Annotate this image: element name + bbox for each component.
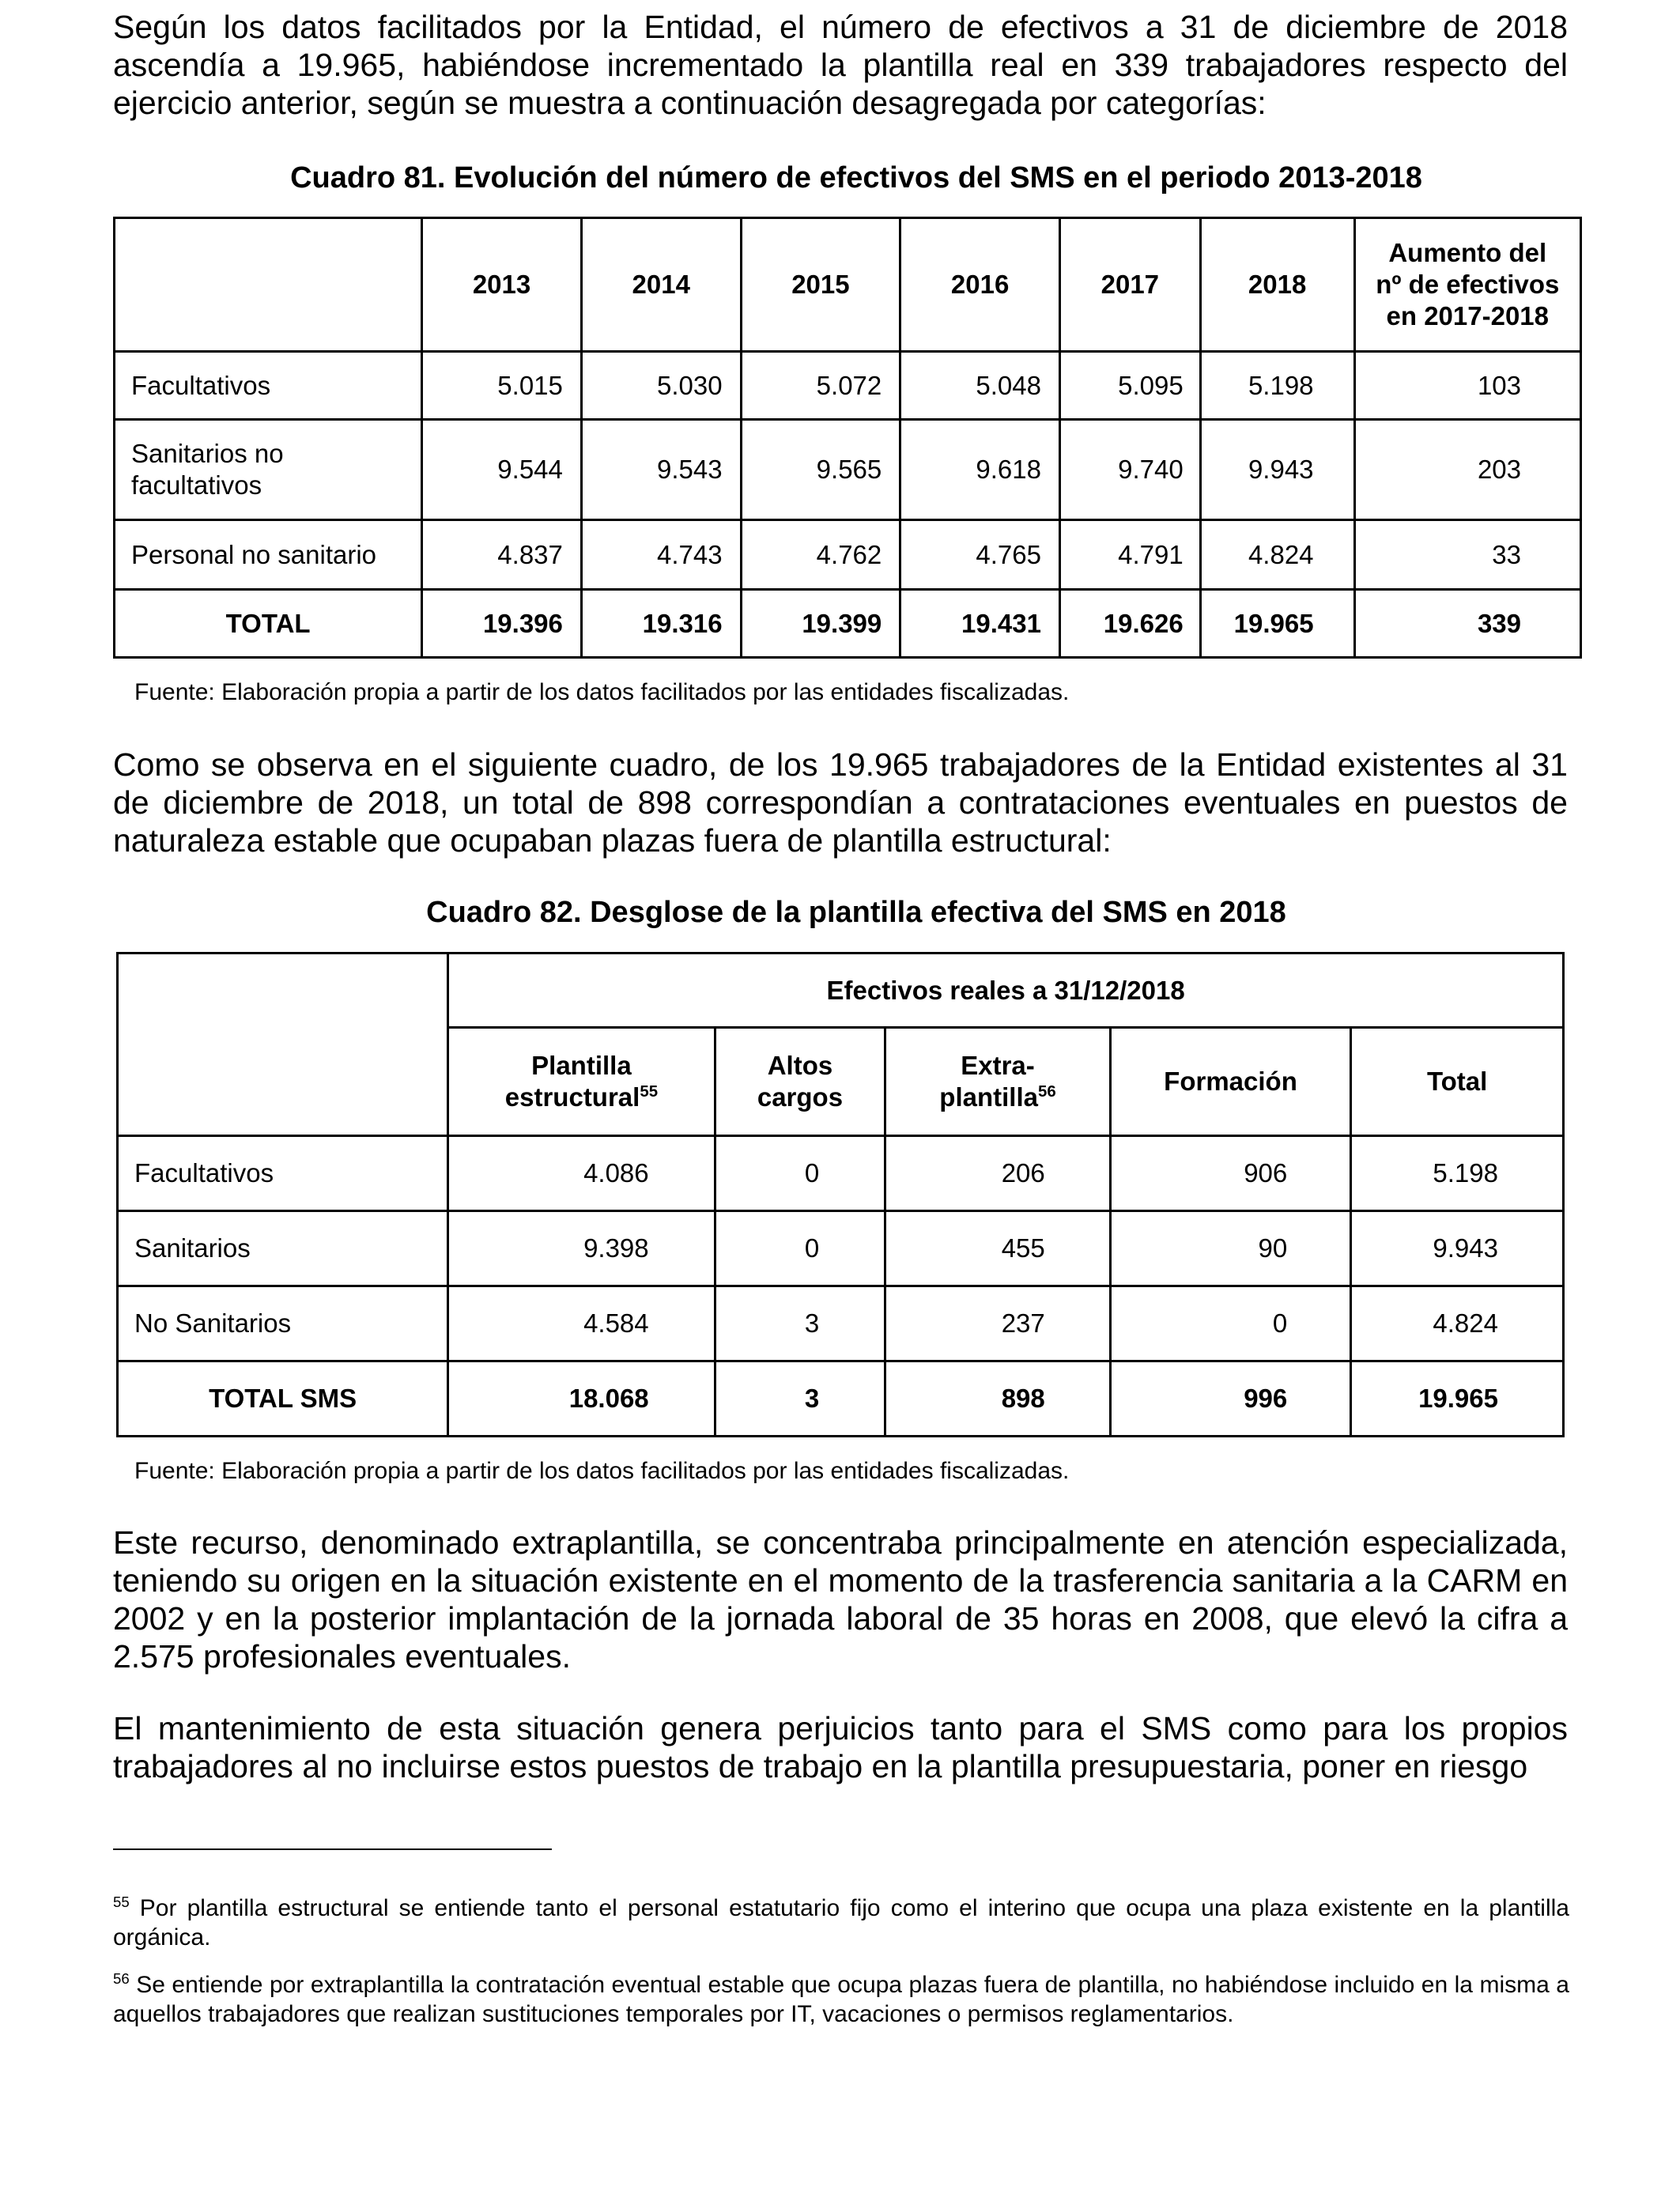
table81-corner-cell [115, 218, 422, 352]
table-cell: 206 [885, 1136, 1111, 1211]
table-cell: 90 [1110, 1211, 1351, 1286]
table-cell: 18.068 [448, 1361, 715, 1437]
table-cell: 9.543 [581, 420, 741, 520]
table81-source: Fuente: Elaboración propia a partir de los datos facilitados por las entidades fiscalizadas. [134, 679, 1070, 705]
footnote-ref-55: 55 [640, 1082, 659, 1101]
table-total-row [118, 1361, 1564, 1437]
paragraph-extraplantilla-intro: Como se observa en el siguiente cuadro, de los 19.965 trabajadores de la Entidad existentes al 31 de diciembre de 2018, un total de 898 correspondían a contrataciones eventuales en puestos de naturaleza estable que ocupaban plazas fuera de plantilla estructural: [113, 746, 1568, 859]
table-cell: 9.544 [422, 420, 582, 520]
table-cell: 4.765 [900, 520, 1060, 590]
row-label: TOTAL [115, 590, 422, 658]
table-cell: 0 [715, 1211, 885, 1286]
table81-header-2018: 2018 [1200, 218, 1354, 352]
table-row [118, 1136, 1564, 1211]
table-cell: 5.198 [1351, 1136, 1564, 1211]
table81-header-2016: 2016 [900, 218, 1060, 352]
table-row [115, 420, 1581, 520]
table-cell: 19.431 [900, 590, 1060, 658]
header-line2: plantilla$^{56}$ [939, 1082, 1056, 1112]
table-cell: 996 [1110, 1361, 1351, 1437]
row-label: Facultativos [115, 352, 422, 420]
table-row [118, 1211, 1564, 1286]
table-cell: 9.565 [741, 420, 900, 520]
table-cell: 19.316 [581, 590, 741, 658]
row-label-line2: facultativos [131, 470, 262, 500]
table-cell: 4.791 [1059, 520, 1200, 590]
table-cell: 19.399 [741, 590, 900, 658]
table-cell: 9.943 [1351, 1211, 1564, 1286]
header-line1: Extra- [961, 1051, 1035, 1080]
table82-corner-cell [118, 954, 448, 1136]
table-cell: 103 [1354, 352, 1580, 420]
footnote-number: 56 [113, 1970, 130, 1987]
table82 [116, 952, 1565, 1437]
table-cell: 5.095 [1059, 352, 1200, 420]
table82-header-extra [885, 1028, 1111, 1136]
table81-header-2017: 2017 [1059, 218, 1200, 352]
table-cell: 4.837 [422, 520, 582, 590]
table-row [115, 352, 1581, 420]
table81 [113, 217, 1582, 659]
table-cell: 3 [715, 1361, 885, 1437]
table82-header-altos [715, 1028, 885, 1136]
table-row [118, 1286, 1564, 1361]
table-cell: 9.943 [1200, 420, 1354, 520]
table-cell: 5.198 [1200, 352, 1354, 420]
row-label: Personal no sanitario [115, 520, 422, 590]
increase-header-line3: en 2017-2018 [1386, 301, 1550, 330]
table81-caption: Cuadro 81. Evolución del número de efectivos del SMS en el periodo 2013-2018 [290, 161, 1422, 194]
table-cell: 19.965 [1200, 590, 1354, 658]
table82-group-header-row [118, 954, 1564, 1028]
table-cell: 9.398 [448, 1211, 715, 1286]
table82-source: Fuente: Elaboración propia a partir de los datos facilitados por las entidades fiscalizadas. [134, 1458, 1070, 1484]
row-label: Facultativos [118, 1136, 448, 1211]
increase-header-line1: Aumento del [1388, 238, 1547, 267]
table-row [115, 520, 1581, 590]
table-cell: 19.965 [1351, 1361, 1564, 1437]
paragraph-perjuicios: El mantenimiento de esta situación genera perjuicios tanto para el SMS como para los propios trabajadores al no incluirse estos puestos de trabajo en la plantilla presupuestaria, poner en riesgo [113, 1710, 1568, 1784]
footnote-55 [113, 1894, 1569, 1952]
table-cell: 4.584 [448, 1286, 715, 1361]
table-cell: 3 [715, 1286, 885, 1361]
table82-header-plantilla [448, 1028, 715, 1136]
table-cell: 9.740 [1059, 420, 1200, 520]
table-cell: 4.086 [448, 1136, 715, 1211]
table-cell: 5.048 [900, 352, 1060, 420]
row-label: TOTAL SMS [118, 1361, 448, 1437]
table82-header-formacion: Formación [1110, 1028, 1351, 1136]
row-label: No Sanitarios [118, 1286, 448, 1361]
table-cell: 33 [1354, 520, 1580, 590]
row-label-line1: Sanitarios no [131, 439, 284, 468]
table-cell: 4.824 [1200, 520, 1354, 590]
table81-header-row [115, 218, 1581, 352]
table-cell: 237 [885, 1286, 1111, 1361]
table-cell: 19.626 [1059, 590, 1200, 658]
table81-header-increase [1354, 218, 1580, 352]
table-cell: 0 [715, 1136, 885, 1211]
table81-header-2014: 2014 [581, 218, 741, 352]
table82-group-header: Efectivos reales a 31/12/2018 [448, 954, 1564, 1028]
row-label [115, 420, 422, 520]
table-cell: 906 [1110, 1136, 1351, 1211]
paragraph-extraplantilla-origin: Este recurso, denominado extraplantilla, se concentraba principalmente en atención especializada, teniendo su origen en la situación existente en el momento de la trasferencia sanitaria a la CARM en 2002 y en la posterior implantación de la jornada laboral de 35 horas en 2008, que elevó la cifra a 2.575 profesionales eventuales. [113, 1524, 1568, 1675]
footnote-number: 55 [113, 1894, 130, 1910]
header-line1: Altos [767, 1051, 833, 1080]
footnote-text: Por plantilla estructural se entiende tanto el personal estatutario fijo como el interino que ocupa una plaza existente en la plantilla orgánica. [113, 1895, 1569, 1950]
table81-header-2015: 2015 [741, 218, 900, 352]
header-line1: Plantilla [531, 1051, 632, 1080]
paragraph-intro: Según los datos facilitados por la Entidad, el número de efectivos a 31 de diciembre de 2018 ascendía a 19.965, habiéndose incrementado la plantilla real en 339 trabajadores respecto del ejercicio anterior, según se muestra a continuación desagregada por categorías: [113, 9, 1568, 121]
table-cell: 203 [1354, 420, 1580, 520]
table-cell: 5.015 [422, 352, 582, 420]
table-cell: 898 [885, 1361, 1111, 1437]
table-total-row [115, 590, 1581, 658]
footnote-separator [113, 1848, 552, 1850]
table-cell: 0 [1110, 1286, 1351, 1361]
header-line2: cargos [757, 1082, 844, 1112]
row-label: Sanitarios [118, 1211, 448, 1286]
table-cell: 339 [1354, 590, 1580, 658]
footnote-ref-56: 56 [1037, 1082, 1056, 1101]
footnote-56 [113, 1970, 1569, 2029]
table82-header-total: Total [1351, 1028, 1564, 1136]
table82-caption: Cuadro 82. Desglose de la plantilla efectiva del SMS en 2018 [426, 896, 1286, 929]
table81-header-2013: 2013 [422, 218, 582, 352]
table-cell: 9.618 [900, 420, 1060, 520]
increase-header-line2: nº de efectivos [1376, 270, 1560, 299]
table-cell: 4.824 [1351, 1286, 1564, 1361]
table-cell: 4.762 [741, 520, 900, 590]
table-cell: 5.072 [741, 352, 900, 420]
table-cell: 5.030 [581, 352, 741, 420]
table-cell: 455 [885, 1211, 1111, 1286]
table-cell: 19.396 [422, 590, 582, 658]
header-line2: estructural$^{55}$ [504, 1082, 659, 1112]
table-cell: 4.743 [581, 520, 741, 590]
footnote-text: Se entiende por extraplantilla la contratación eventual estable que ocupa plazas fuera de plantilla, no habiéndose incluido en la misma a aquellos trabajadores que realizan sustituciones temporales por IT, vacaciones o permisos reglamentarios. [113, 1972, 1569, 2027]
